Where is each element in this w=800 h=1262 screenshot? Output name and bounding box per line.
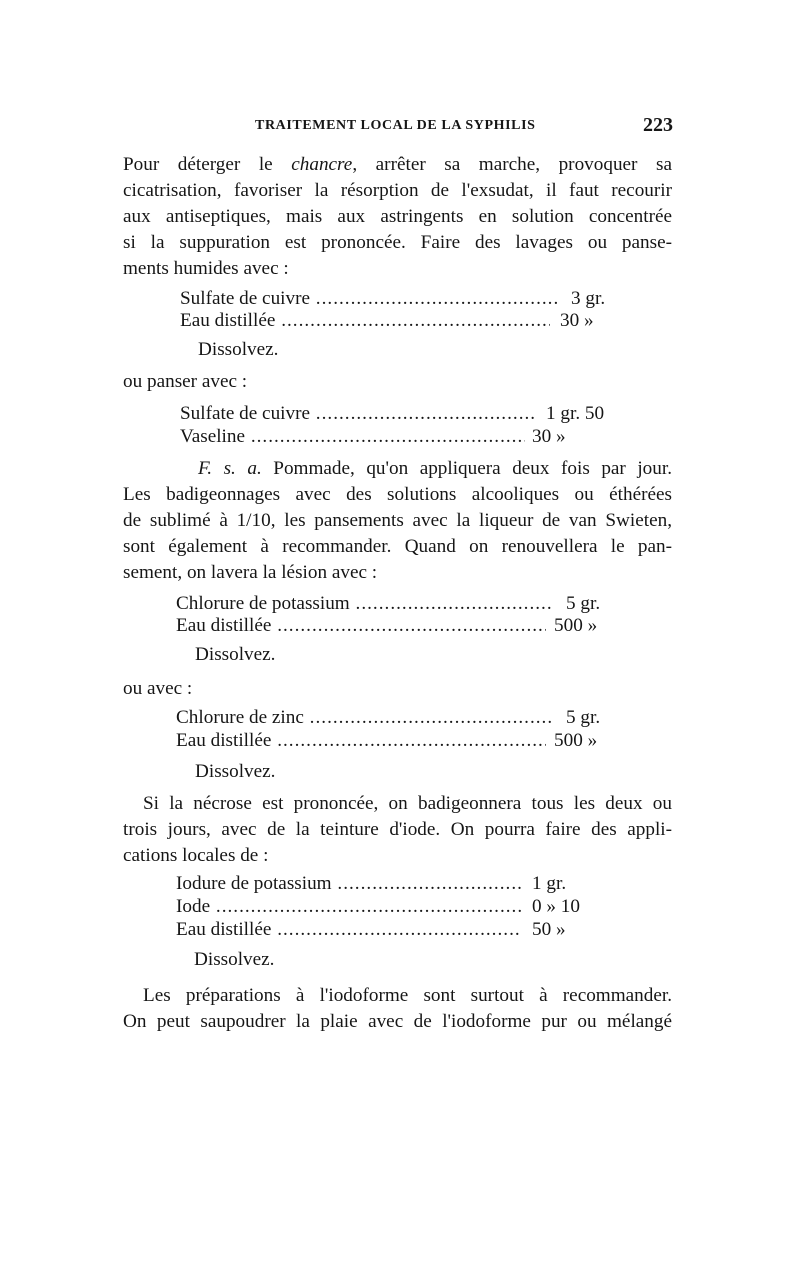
ingredient-name: Sulfate de cuivre ..... (180, 287, 560, 311)
text-line (123, 152, 672, 178)
italic-abbreviation: F. s. a. (198, 458, 262, 479)
ingredient-quantity: 50 » (526, 918, 566, 942)
dissolve-instruction: Dissolvez. (198, 339, 279, 360)
recipe-row (176, 729, 621, 753)
ingredient-name: Eau distillée ..... (180, 309, 550, 333)
ingredient-name: Iode ..... (176, 895, 521, 919)
recipe-row (176, 918, 621, 942)
ingredient-quantity: 1 gr. 50 (540, 402, 604, 426)
ingredient-quantity: 500 » (548, 729, 597, 753)
ingredient-name: Sulfate de cuivre ..... (180, 402, 535, 426)
ingredient-quantity: 5 gr. (560, 592, 600, 616)
ingredient-quantity: 5 gr. (560, 706, 600, 730)
dissolve-instruction: Dissolvez. (195, 644, 276, 665)
text-run: Pour déterger le (123, 154, 292, 175)
text-line (198, 456, 672, 482)
recipe-row (176, 872, 621, 896)
text-run: , arrêter sa marche, provoquer sa (352, 154, 672, 175)
recipe-row (180, 287, 615, 311)
text-line: Si la nécrose est prononcée, on badigeonnera tous les deux ou (143, 793, 672, 814)
text-line: aux antiseptiques, mais aux astringents en solution concentrée (123, 206, 672, 227)
text-line: cicatrisation, favoriser la résorption de l'exsudat, il faut recourir (123, 180, 672, 201)
italic-word: chancre (291, 154, 353, 175)
text-line: ments humides avec : (123, 258, 289, 279)
ingredient-name: Eau distillée ..... (176, 918, 521, 942)
ingredient-name: Eau distillée ..... (176, 729, 546, 753)
ingredient-quantity: 3 gr. (565, 287, 605, 311)
text-line: ou avec : (123, 678, 193, 699)
recipe-row (180, 402, 630, 426)
dissolve-instruction: Dissolvez. (194, 949, 275, 970)
text-run: Pommade, qu'on appliquera deux fois par jour. (261, 458, 672, 479)
text-line: Les préparations à l'iodoforme sont surtout à recommander. (143, 985, 672, 1006)
ingredient-name: Iodure de potassium ..... (176, 872, 521, 896)
ingredient-name: Chlorure de potassium ..... (176, 592, 551, 616)
ingredient-name: Chlorure de zinc ..... (176, 706, 551, 730)
ingredient-quantity: 30 » (554, 309, 594, 333)
ingredient-name: Vaseline ..... (180, 425, 525, 449)
running-title: TRAITEMENT LOCAL DE LA SYPHILIS (255, 118, 536, 133)
text-line: Les badigeonnages avec des solutions alcooliques ou éthérées (123, 484, 672, 505)
recipe-row (176, 614, 621, 638)
text-line: si la suppuration est prononcée. Faire des lavages ou panse- (123, 232, 672, 253)
text-line: trois jours, avec de la teinture d'iode. On pourra faire des appli- (123, 819, 672, 840)
recipe-row (176, 706, 621, 730)
recipe-row (180, 425, 630, 449)
text-line: On peut saupoudrer la plaie avec de l'iodoforme pur ou mélangé (123, 1011, 672, 1032)
recipe-row (176, 895, 621, 919)
recipe-row (176, 592, 621, 616)
dissolve-instruction: Dissolvez. (195, 761, 276, 782)
ingredient-name: Eau distillée ..... (176, 614, 546, 638)
text-line: ou panser avec : (123, 371, 248, 392)
ingredient-quantity: 1 gr. (526, 872, 566, 896)
text-line: de sublimé à 1/10, les pansements avec la liqueur de van Swieten, (123, 510, 672, 531)
ingredient-quantity: 0 » 10 (526, 895, 580, 919)
recipe-row (180, 309, 615, 333)
ingredient-quantity: 500 » (548, 614, 597, 638)
text-line: cations locales de : (123, 845, 269, 866)
text-line: sont également à recommander. Quand on renouvellera le pan- (123, 536, 672, 557)
page-number: 223 (643, 114, 673, 136)
text-line: sement, on lavera la lésion avec : (123, 562, 378, 583)
running-head (122, 114, 673, 138)
ingredient-quantity: 30 » (526, 425, 566, 449)
